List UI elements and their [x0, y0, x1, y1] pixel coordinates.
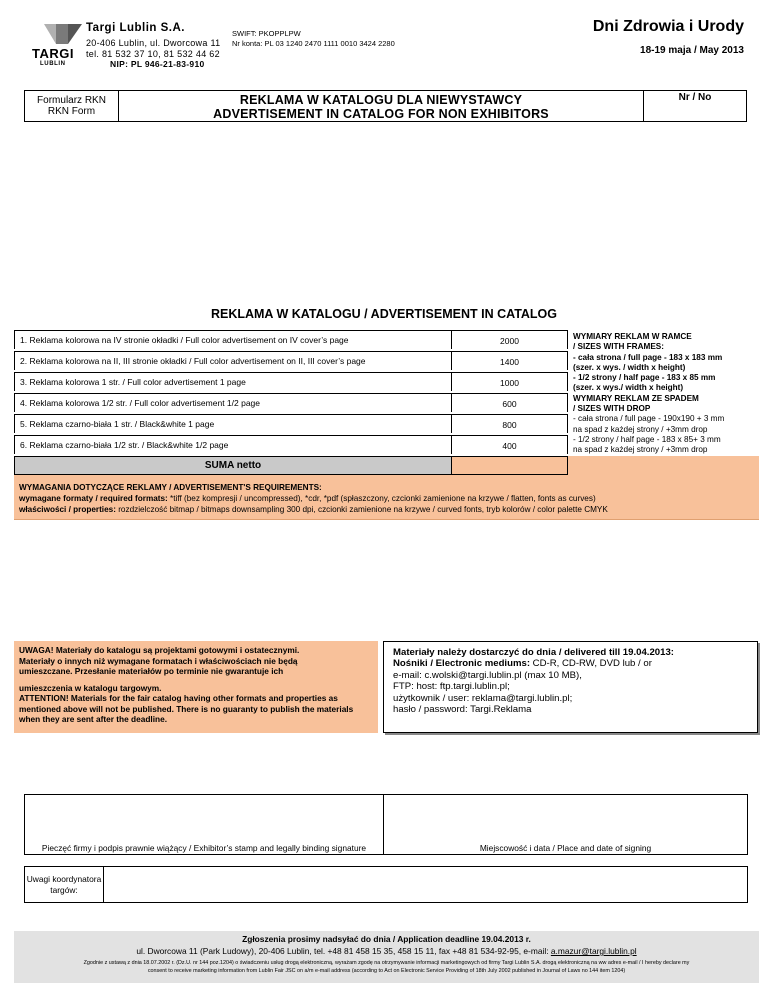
form-title-en: ADVERTISEMENT IN CATALOG FOR NON EXHIBITORS	[213, 107, 549, 121]
footer-contact	[14, 944, 759, 956]
footer-contact-text: ul. Dworcowa 11 (Park Ludowy), 20-406 Lublin, tel. +48 81 458 15 35, 458 15 11, fax +48 81 534-92-95, e-mail:	[136, 946, 551, 956]
company-nip: NIP: PL 946-21-83-910	[110, 59, 205, 69]
ad-option-price[interactable]: 600	[452, 393, 568, 412]
requirements-formats	[19, 493, 759, 504]
ad-option-price[interactable]: 800	[452, 414, 568, 433]
bank-account: Nr konta: PL 03 1240 2470 1111 0010 3424 2280	[232, 39, 395, 48]
logo-text: TARGI	[32, 46, 74, 61]
address-line-2: tel. 81 532 37 10, 81 532 44 62	[86, 49, 220, 59]
footer-legal	[14, 956, 759, 975]
sizes-line: (szer. x wys./ width x height)	[573, 383, 684, 393]
footer-deadline: Zgłoszenia prosimy nadsyłać do dnia / Application deadline 19.04.2013 r.	[242, 934, 531, 944]
warning-line: when they are sent after the deadline.	[19, 714, 168, 724]
sizes-line: WYMIARY REKLAM W RAMCE	[573, 332, 692, 341]
sizes-line: WYMIARY REKLAM ZE SPADEM	[573, 393, 699, 403]
mediums-text: CD-R, CD-RW, DVD lub / or	[530, 658, 652, 670]
sizes-line: - cała strona / full page - 190x190 + 3 mm	[573, 414, 725, 424]
properties-label: właściwości / properties:	[19, 505, 116, 514]
ad-option-label: 3. Reklama kolorowa 1 str. / Full color advertisement 1 page	[20, 377, 246, 387]
delivery-ftp-host: FTP: host: ftp.targi.lublin.pl;	[393, 681, 510, 693]
delivery-ftp-user: użytkownik / user: reklama@targi.lublin.pl;	[393, 692, 573, 704]
sizes-line: / SIZES WITH FRAMES:	[573, 342, 664, 352]
signature-field[interactable]	[24, 794, 384, 855]
ad-option-row	[14, 435, 452, 454]
sizes-line: na spad z każdej strony / +3mm drop	[573, 445, 708, 455]
warning-line: UWAGA! Materiały do katalogu są projektami gotowymi i ostatecznymi.	[19, 645, 300, 655]
company-name: Targi Lublin S.A.	[86, 22, 186, 34]
legal-line: Zgodnie z ustawą z dnia 18.07.2002 r. (Dz.U. nr 144 poz.1204) o świadczeniu usług drogą elektroniczną, wyrażam zgodę na otrzymywanie informacji marketingowych od firmy Targi Lublin S.A. drogą elektroniczną na ww adres e-mail / I hereby declare my	[83, 960, 690, 966]
ad-option-price[interactable]: 400	[452, 435, 568, 454]
formats-label: wymagane formaty / required formats:	[19, 494, 168, 503]
warning-line: mentioned above will not be published. There is no guaranty to publish the materials	[19, 703, 354, 714]
ad-option-label: 6. Reklama czarno-biała 1/2 str. / Black&white 1/2 page	[20, 440, 229, 450]
ad-option-row	[14, 330, 452, 349]
delivery-email: e-mail: c.wolski@targi.lublin.pl (max 10 MB),	[393, 669, 582, 681]
ad-option-price[interactable]: 1000	[452, 372, 568, 391]
warning-line: umieszczenia w katalogu targowym.	[19, 682, 162, 693]
form-label-en: RKN Form	[47, 106, 96, 117]
event-date: 18-19 maja / May 2013	[640, 45, 744, 56]
delivery-deadline: Materiały należy dostarczyć do dnia / delivered till 19.04.2013:	[393, 647, 675, 658]
company-address	[86, 38, 220, 60]
properties-text: rozdzielczość bitmap / bitmaps downsampling 300 dpi, czcionki zamienione na krzywe / curved fonts, tryb kolorów / color palette CMYK	[115, 505, 608, 514]
requirements-properties	[19, 504, 759, 515]
signature-label: Pieczęć firmy i podpis prawnie wiążący / Exhibitor’s stamp and legally binding signature	[41, 843, 367, 853]
mediums-label: Nośniki / Electronic mediums:	[393, 658, 531, 670]
warning-box	[14, 641, 378, 733]
ad-option-row	[14, 372, 452, 391]
ad-option-row	[14, 351, 452, 370]
event-title: Dni Zdrowia i Urody	[592, 18, 744, 35]
sum-netto-row	[14, 456, 452, 475]
warning-line: ATTENTION! Materials for the fair catalog having other formats and properties as	[19, 693, 338, 703]
ad-sizes-info	[573, 332, 758, 456]
sum-netto-value[interactable]	[452, 456, 568, 475]
ad-option-price[interactable]: 1400	[452, 351, 568, 370]
ad-option-label: 2. Reklama kolorowa na II, III stronie okładki / Full color advertisement on II, III cover’s page	[20, 356, 366, 366]
legal-line: consent to receive marketing information from Lublin Fair JSC on a/m e-mail address (according to Act on Electronic Service Providing of 18th July 2002 published in Journal of Laws no 144 item 1204)	[147, 968, 626, 974]
footer-email-link[interactable]: a.mazur@targi.lublin.pl	[550, 946, 637, 956]
ad-option-label: 1. Reklama kolorowa na IV stronie okładki / Full color advertisement on IV cover’s page	[20, 335, 349, 345]
coordinator-notes-field[interactable]	[104, 866, 748, 903]
form-number-label: Nr / No	[678, 92, 712, 103]
notes-label-line: Uwagi koordynatora	[26, 874, 102, 884]
sizes-line: / SIZES WITH DROP	[573, 404, 651, 414]
form-label-pl: Formularz RKN	[37, 95, 106, 106]
company-logo	[30, 22, 84, 72]
logo-subtext: LUBLIN	[40, 61, 66, 67]
ad-option-row	[14, 393, 452, 412]
notes-label-line: targów:	[50, 884, 78, 895]
formats-text: *tiff (bez kompresji / uncompressed), *cdr, *pdf (spłaszczony, czcionki zamienione na krzywe / flatten, fonts as curves)	[167, 494, 596, 503]
bank-info	[232, 29, 395, 49]
place-date-label: Miejscowość i data / Place and date of signing	[479, 843, 652, 853]
form-number-field[interactable]	[643, 90, 747, 122]
warning-line: umieszczane. Przesłanie materiałów po terminie nie gwarantuje ich	[19, 666, 284, 676]
sizes-line: - 1/2 strony / half page - 183 x 85 mm	[573, 373, 716, 383]
requirements-title: WYMAGANIA DOTYCZĄCE REKLAMY / ADVERTISEMENT'S REQUIREMENTS:	[19, 483, 322, 492]
sizes-line: (szer. x wys. / width x height)	[573, 362, 686, 372]
delivery-ftp-password: hasło / password: Targi.Reklama	[393, 704, 532, 716]
ad-option-price[interactable]: 2000	[452, 330, 568, 349]
form-title	[118, 90, 644, 122]
address-line-1: 20-406 Lublin, ul. Dworcowa 11	[86, 38, 221, 48]
sum-label: SUMA netto	[204, 460, 262, 471]
ad-option-row	[14, 414, 452, 433]
ad-option-label: 5. Reklama czarno-biała 1 str. / Black&white 1 page	[20, 419, 215, 429]
warning-line: Materiały o innych niż wymagane formatach i właściwościach nie będą	[19, 655, 298, 666]
form-label	[24, 90, 119, 122]
swift-code: SWIFT: PKOPPLPW	[232, 29, 301, 38]
place-date-field[interactable]	[384, 794, 748, 855]
sizes-line: - cała strona / full page - 183 x 183 mm	[573, 352, 723, 362]
ad-option-label: 4. Reklama kolorowa 1/2 str. / Full color advertisement 1/2 page	[20, 398, 261, 408]
sizes-line: na spad z każdej strony / +3mm drop	[573, 424, 708, 434]
coordinator-notes-label	[24, 866, 104, 903]
sizes-line: - 1/2 strony / half page - 183 x 85+ 3 mm	[573, 434, 721, 444]
delivery-box	[383, 641, 758, 733]
delivery-mediums	[393, 658, 757, 669]
footer	[14, 931, 759, 983]
form-title-pl: REKLAMA W KATALOGU DLA NIEWYSTAWCY	[239, 93, 523, 107]
section-title: REKLAMA W KATALOGU / ADVERTISEMENT IN CATALOG	[210, 307, 558, 321]
